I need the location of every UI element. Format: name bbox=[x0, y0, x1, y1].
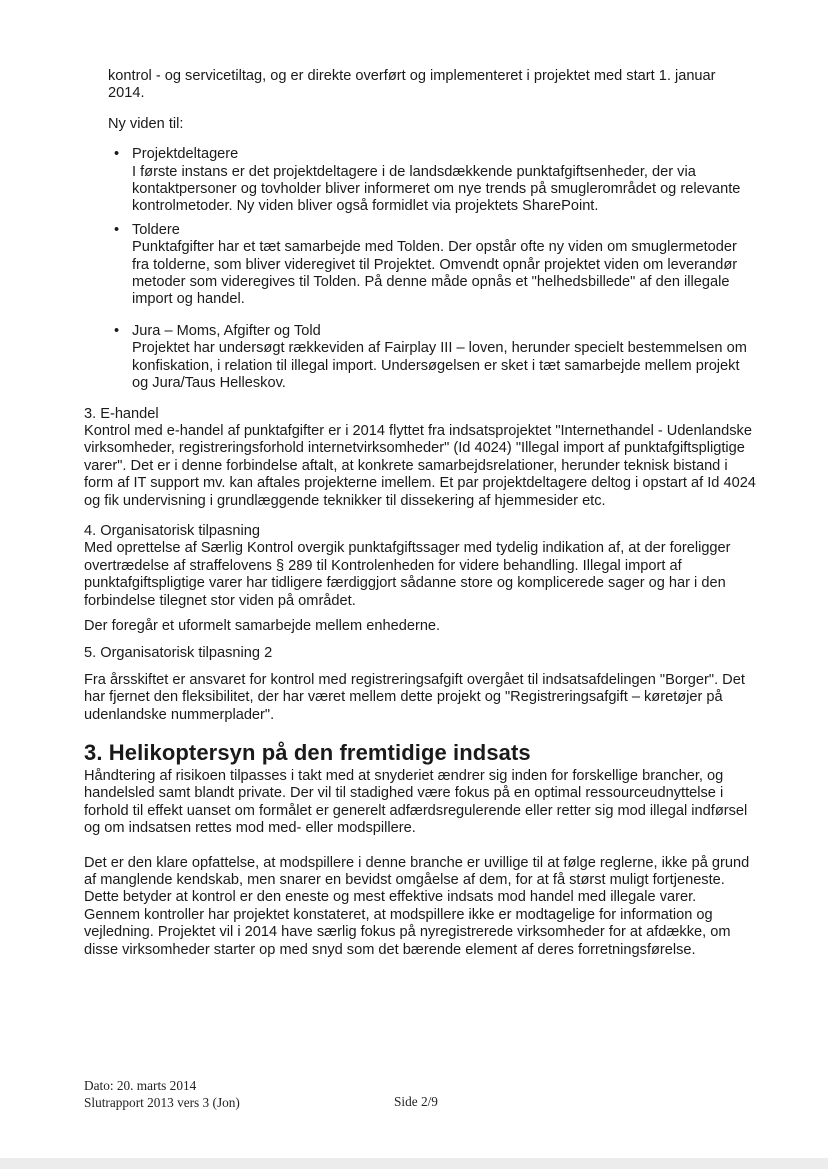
chapter-paragraph-1: Håndtering af risikoen tilpasses i takt med at snyderiet ændrer sig inden for forskellige brancher, og handelsled samt blandt private. Der vil til stadighed være fokus på en optimal ressourceudnyttelse i forhold til effekt uanset om formålet er generelt adfærdsregulerende eller retter sig mod illegal indførsel og om indsatsen rettes mod med- eller modspillere. bbox=[84, 768, 748, 837]
list-item-title: Projektdeltagere bbox=[132, 146, 239, 163]
knowledge-list bbox=[84, 146, 756, 392]
footer-page-number: Side 2/9 bbox=[394, 1094, 438, 1109]
list-item-text: I første instans er det projektdeltagere i de landsdækkende punktafgiftsenheder, der via kontaktpersoner og tovholder bliver informeret om nye trends på smuglerområdet og relevante kontrolmetoder. Ny viden bliver også formidlet via projektets SharePoint. bbox=[132, 163, 741, 215]
list-item bbox=[84, 146, 756, 216]
chapter-paragraph-2: Det er den klare opfattelse, at modspillere i denne branche er uvillige til at følge reglerne, ikke på grund af manglende kendskab, men snarer en bevidst omgåelse af dem, for at få størst muligt fortjeneste. Dette betyder at kontrol er den eneste og mest effektive indsats mod handel med illegale varer. Gennem kontroller har projektet konstateret, at modspillere ikke er modtagelige for information og vejledning. Projektet vil i 2014 have særlig fokus på nyregistrerede virksomheder for at afdække, om disse virksomheder starter op med snyd som det bærende element af deres forretningsførelse. bbox=[84, 854, 750, 958]
bullet-icon: • bbox=[114, 322, 120, 339]
section-heading-org1: 4. Organisatorisk tilpasning bbox=[84, 522, 261, 539]
chapter-heading: 3. Helikoptersyn på den fremtidige indsats bbox=[84, 740, 531, 765]
list-item bbox=[84, 323, 756, 393]
intro-continuation: kontrol - og servicetiltag, og er direkte overført og implementeret i projektet med start 1. januar 2014. bbox=[108, 68, 716, 102]
ny-viden-label: Ny viden til: bbox=[108, 115, 184, 132]
bullet-icon: • bbox=[114, 146, 120, 163]
scan-edge bbox=[0, 1158, 828, 1169]
footer-document: Slutrapport 2013 vers 3 (Jon) bbox=[84, 1094, 240, 1110]
section-heading-org2: 5. Organisatorisk tilpasning 2 bbox=[84, 645, 273, 662]
list-item bbox=[84, 222, 756, 309]
list-item-title: Jura – Moms, Afgifter og Told bbox=[132, 322, 321, 339]
section-text-org1: Med oprettelse af Særlig Kontrol overgik punktafgiftssager med tydelig indikation af, at der foreligger overtrædelse af straffelovens § 289 til Kontrolenheden for videre behandling. Illegal import af punktafgiftspligtige varer har tidligere færdiggjort sådanne store og komplicerede sager og har i den forbindelse tilegnet stor viden på området. bbox=[84, 540, 731, 609]
section-text-ehandel: Kontrol med e-handel af punktafgifter er i 2014 flyttet fra indsatsprojektet "Internethandel - Udenlandske virksomheder, registreringsforhold internetvirksomheder" (Id 4024) "Illegal import af punktafgiftspligtige varer". Det er i denne forbindelse aftalt, at konkrete samarbejdsrelationer, herunder teknisk bistand i form af IT support mv. kan aftales projekterne imellem. Et par projektdeltagere deltog i opstart af Id 4024 og fik undervisning i grundlæggende teknikker til dissekering af hjemmesider etc. bbox=[84, 422, 756, 509]
page-body bbox=[84, 68, 756, 959]
list-item-text: Projektet har undersøgt rækkeviden af Fairplay III – loven, herunder specielt bestemmelsen om konfiskation, i relation til illegal import. Undersøgelsen er sket i tæt samarbejde mellem projekt og Jura/Taus Helleskov. bbox=[132, 340, 747, 392]
list-item-text: Punktafgifter har et tæt samarbejde med Tolden. Der opstår ofte ny viden om smuglermetoder fra tolderne, som bliver videregivet til Projektet. Omvendt opnår projektet viden om leverandør metoder som videregives til Tolden. På denne måde opnås et "helhedsbillede" af den illegale import og handel. bbox=[132, 239, 738, 308]
page-footer bbox=[84, 1078, 544, 1111]
section-heading-ehandel: 3. E-handel bbox=[84, 405, 159, 422]
list-item-title: Toldere bbox=[132, 221, 180, 238]
footer-date: Dato: 20. marts 2014 bbox=[84, 1078, 197, 1093]
section-text-org1-note: Der foregår et uformelt samarbejde mellem enhederne. bbox=[84, 617, 441, 634]
section-text-org2: Fra årsskiftet er ansvaret for kontrol med registreringsafgift overgået til indsatsafdelingen "Borger". Det har fjernet den fleksibilitet, der har været mellem dette projekt og "Registreringsafgift – køretøjer på udenlandske nummerplader". bbox=[84, 671, 745, 723]
bullet-icon: • bbox=[114, 221, 120, 238]
